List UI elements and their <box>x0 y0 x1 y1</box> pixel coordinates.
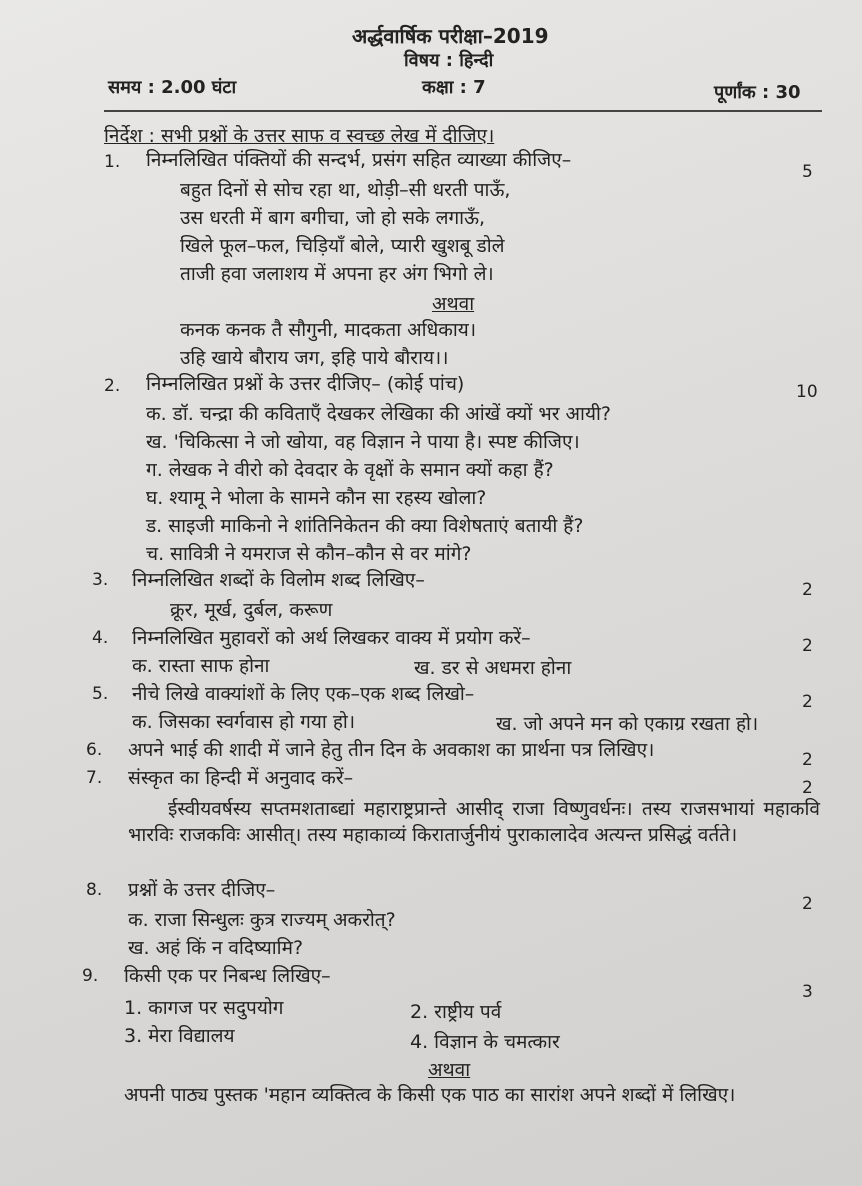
q2-marks: 10 <box>796 382 818 402</box>
q2-item: ग. लेखक ने वीरो को देवदार के वृक्षों के समान क्यों कहा हैं? <box>146 459 554 481</box>
q8-marks: 2 <box>802 894 813 914</box>
class-label: कक्षा : 7 <box>422 77 486 98</box>
q2-text: निम्नलिखित प्रश्नों के उत्तर दीजिए– (कोई पांच) <box>146 373 465 395</box>
q6-marks: 2 <box>802 750 813 770</box>
q1-line: खिले फूल–फल, चिड़ियाँ बोले, प्यारी खुशबू डोले <box>180 235 505 257</box>
q2-item: ख. 'चिकित्सा ने जो खोया, वह विज्ञान ने पाया है। स्पष्ट कीजिए। <box>146 431 580 453</box>
q3-number: 3. <box>92 570 109 590</box>
q3-text: निम्नलिखित शब्दों के विलोम शब्द लिखिए– <box>132 569 425 591</box>
full-marks-label: पूर्णांक : 30 <box>714 82 801 103</box>
q4-number: 4. <box>92 628 109 648</box>
q4-part-a: क. रास्ता साफ होना <box>132 655 270 677</box>
q4-part-b: ख. डर से अधमरा होना <box>414 657 572 679</box>
q4-text: निम्नलिखित मुहावरों को अर्थ लिखकर वाक्य में प्रयोग करें– <box>132 627 531 649</box>
q1-text: निम्नलिखित पंक्तियों की सन्दर्भ, प्रसंग सहित व्याख्या कीजिए– <box>146 149 572 171</box>
q1-or: अथवा <box>432 293 475 315</box>
q7-number: 7. <box>86 768 103 788</box>
q1-line: ताजी हवा जलाशय में अपना हर अंग भिगो ले। <box>180 263 494 285</box>
time-label: समय : 2.00 घंटा <box>108 77 237 98</box>
subject-label: विषय : हिन्दी <box>404 50 494 71</box>
q1-alt-line: उहि खाये बौराय जग, इहि पाये बौराय।। <box>180 347 449 369</box>
q5-number: 5. <box>92 684 109 704</box>
q2-item: क. डॉ. चन्द्रा की कविताएँ देखकर लेखिका की आंखें क्यों भर आयी? <box>146 403 611 425</box>
q2-item: ड. साइजी माकिनो ने शांतिनिकेतन की क्या विशेषताएं बतायी हैं? <box>146 515 584 537</box>
q9-option: 2. राष्ट्रीय पर्व <box>410 1001 502 1023</box>
q2-number: 2. <box>104 376 121 396</box>
q9-number: 9. <box>82 966 99 986</box>
q9-alt: अपनी पाठ्य पुस्तक 'महान व्यक्तित्व के किसी एक पाठ का सारांश अपने शब्दों में लिखिए। <box>124 1084 736 1106</box>
q4-marks: 2 <box>802 636 813 656</box>
instruction: निर्देश : सभी प्रश्नों के उत्तर साफ व स्वच्छ लेख में दीजिए। <box>104 125 495 147</box>
q9-option: 1. कागज पर सदुपयोग <box>124 997 284 1019</box>
q3-marks: 2 <box>802 580 813 600</box>
q5-marks: 2 <box>802 692 813 712</box>
q2-item: घ. श्यामू ने भोला के सामने कौन सा रहस्य खोला? <box>146 487 487 509</box>
q1-alt-line: कनक कनक तै सौगुनी, मादकता अधिकाय। <box>180 319 477 341</box>
q6-number: 6. <box>86 740 103 760</box>
q9-option: 4. विज्ञान के चमत्कार <box>410 1031 560 1053</box>
q8-text: प्रश्नों के उत्तर दीजिए– <box>128 879 276 901</box>
q5-part-b: ख. जो अपने मन को एकाग्र रखता हो। <box>496 713 759 735</box>
q6-text: अपने भाई की शादी में जाने हेतु तीन दिन के अवकाश का प्रार्थना पत्र लिखिए। <box>128 739 655 761</box>
q3-words: क्रूर, मूर्ख, दुर्बल, करूण <box>170 599 333 621</box>
q1-line: बहुत दिनों से सोच रहा था, थोड़ी–सी धरती पाऊँ, <box>180 179 511 201</box>
q9-option: 3. मेरा विद्यालय <box>124 1025 235 1047</box>
q1-marks: 5 <box>802 162 813 182</box>
q5-part-a: क. जिसका स्वर्गवास हो गया हो। <box>132 711 356 733</box>
q7-passage: ईस्वीयवर्षस्य सप्तमशताब्द्यां महाराष्ट्रप्रान्ते आसीद् राजा विष्णुवर्धनः। तस्य राजसभायां महाकवि भारविः राजकविः आसीत्। तस्य महाकाव्यं किरातार्जुनीयं पुराकालादेव अत्यन्त प्रसिद्धं वर्तते। <box>128 798 820 846</box>
q9-text: किसी एक पर निबन्ध लिखिए– <box>124 965 331 987</box>
q2-item: च. सावित्री ने यमराज से कौन–कौन से वर मांगे? <box>146 543 472 565</box>
q7-text: संस्कृत का हिन्दी में अनुवाद करें– <box>128 767 354 789</box>
q8-part-b: ख. अहं किं न वदिष्यामि? <box>128 937 304 959</box>
q1-number: 1. <box>104 152 121 172</box>
q9-or: अथवा <box>428 1059 471 1081</box>
q5-text: नीचे लिखे वाक्यांशों के लिए एक–एक शब्द लिखो– <box>132 683 475 705</box>
header-divider <box>104 110 822 112</box>
q8-number: 8. <box>86 880 103 900</box>
q7-marks: 2 <box>802 778 813 798</box>
exam-title: अर्द्धवार्षिक परीक्षा–2019 <box>352 24 549 48</box>
q8-part-a: क. राजा सिन्धुलः कुत्र राज्यम् अकरोत्? <box>128 909 396 931</box>
q9-marks: 3 <box>802 982 813 1002</box>
q1-line: उस धरती में बाग बगीचा, जो हो सके लगाऊँ, <box>180 207 486 229</box>
